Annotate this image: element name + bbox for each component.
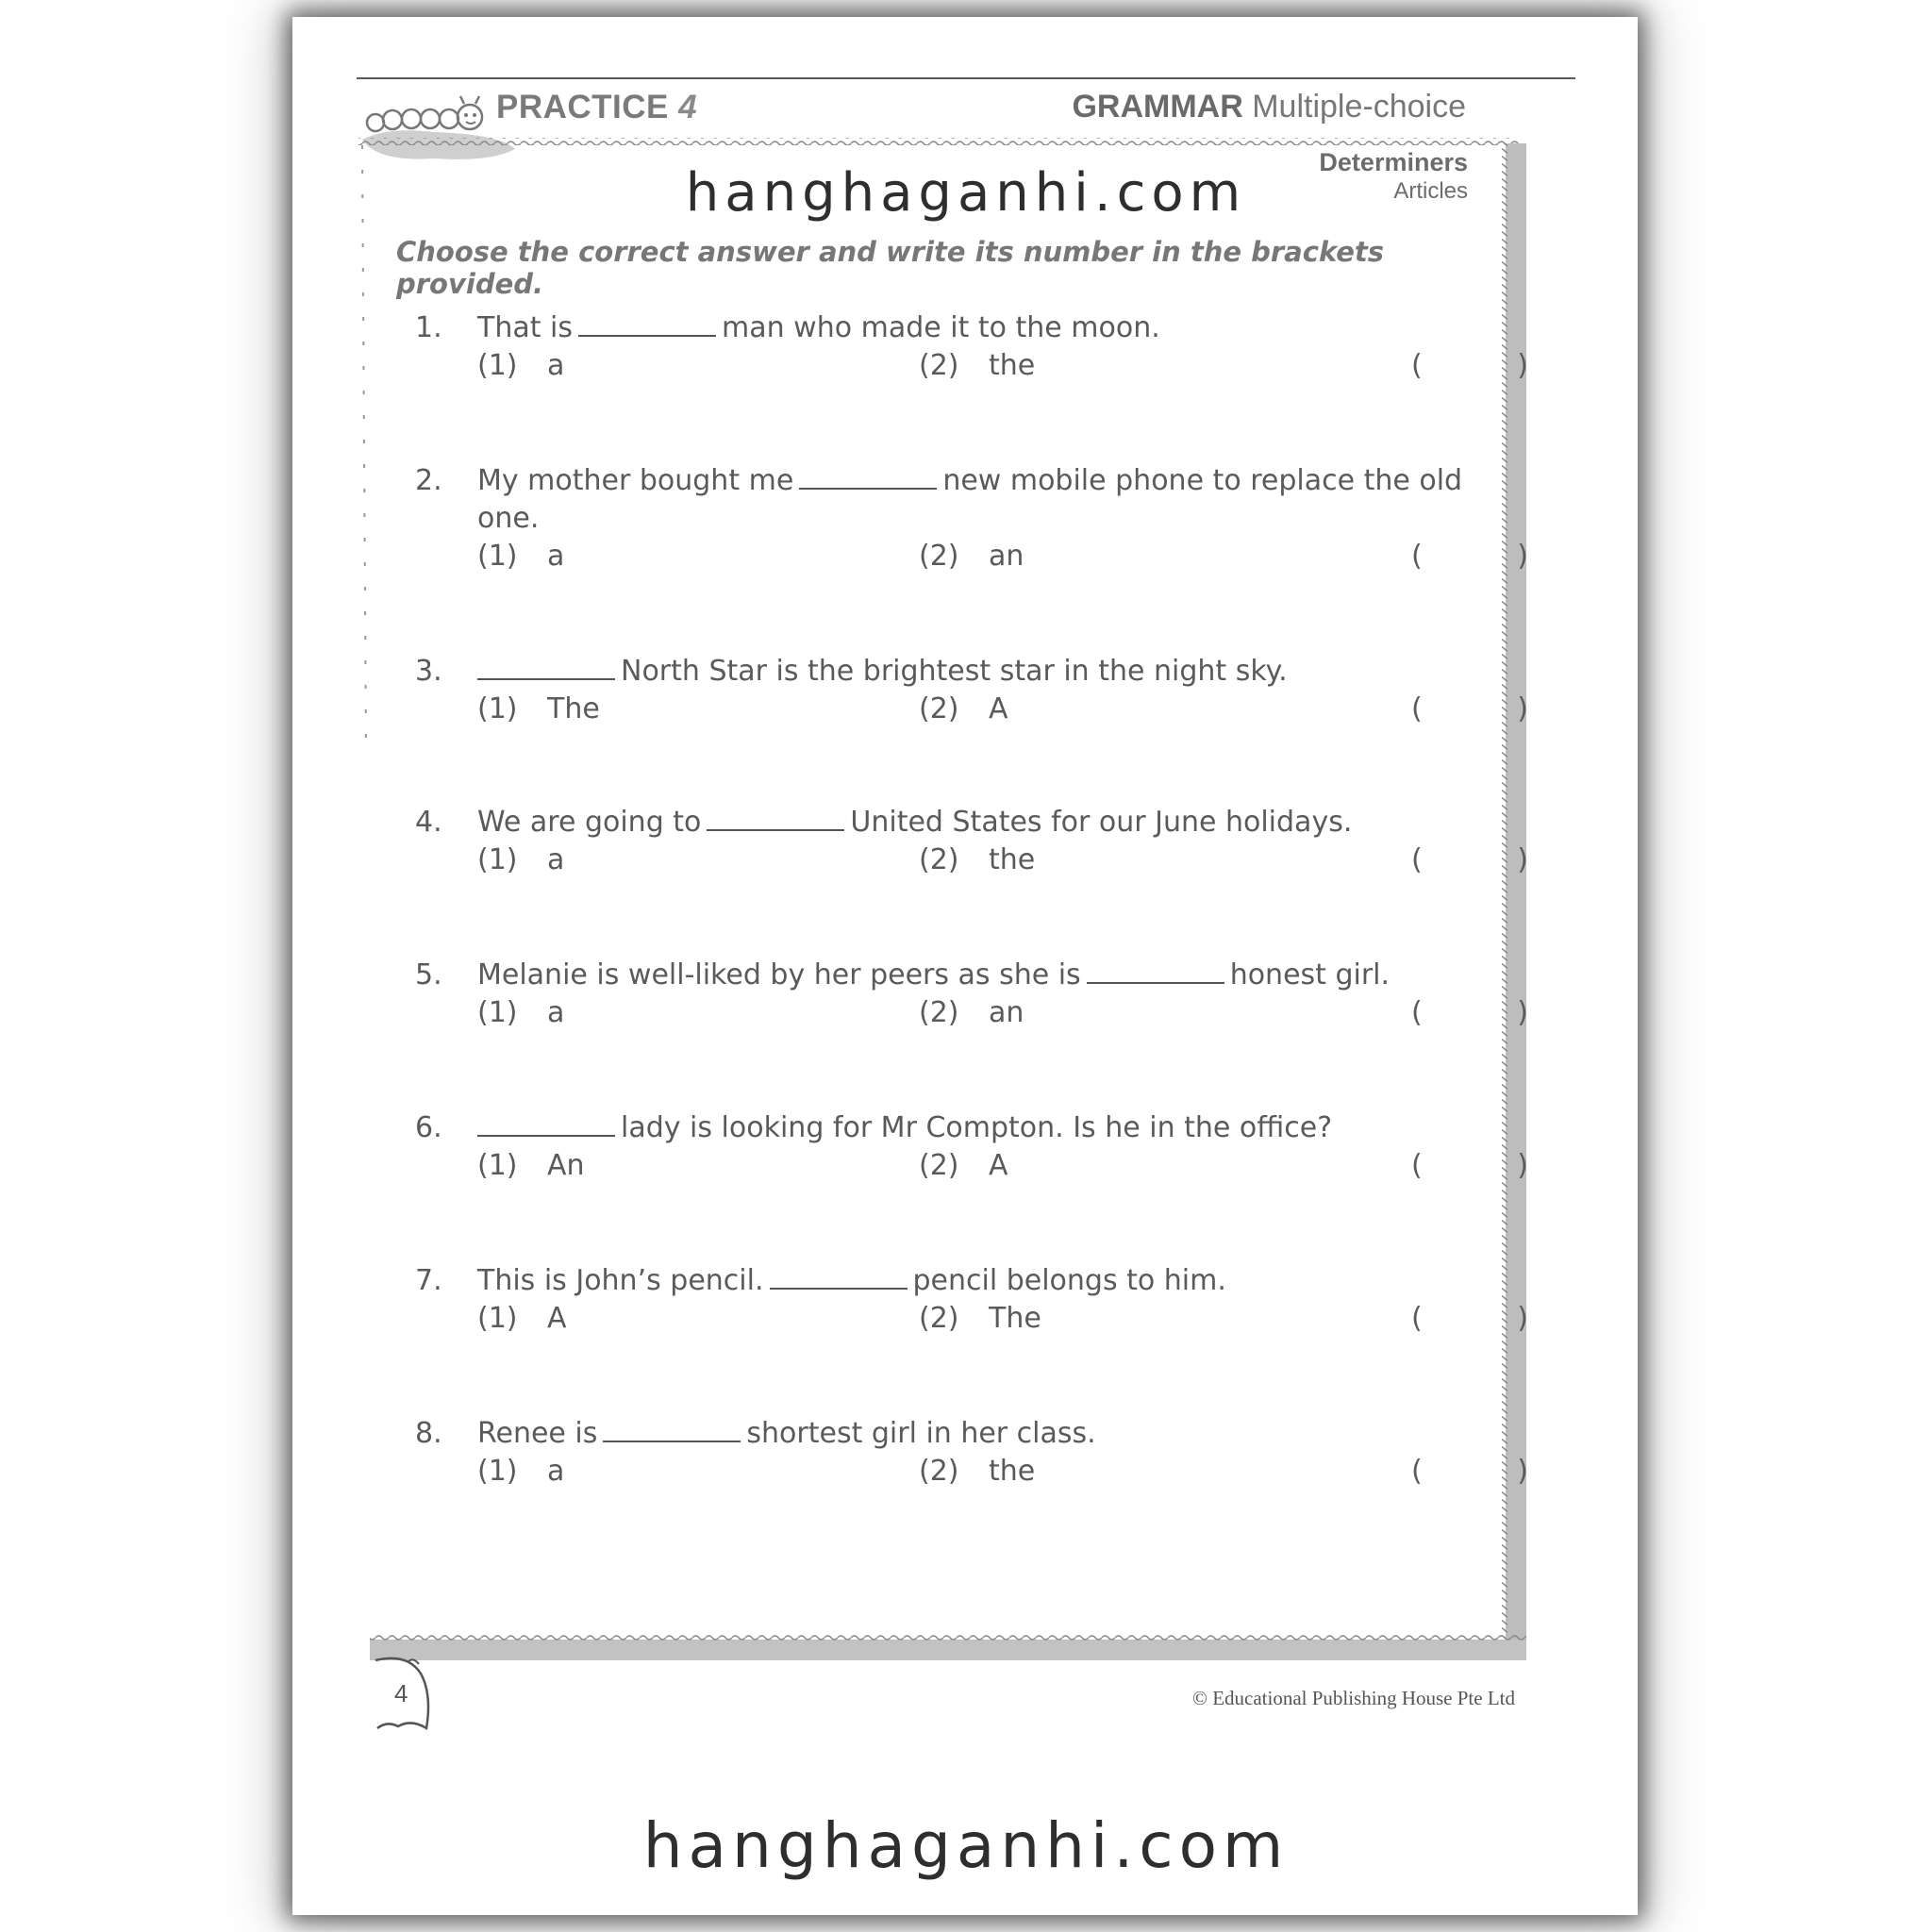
practice-title: PRACTICE 4 (496, 89, 698, 125)
section-title: GRAMMAR Multiple-choice (1072, 89, 1466, 125)
copyright-text: © Educational Publishing House Pte Ltd (1191, 1687, 1515, 1709)
question-5: 5. Melanie is well-liked by her peers as she is honest girl. (1) a (2) an ( ) (415, 958, 1528, 1029)
question-2: 2. My mother bought me new mobile phone to replace the old one. (1) a (2) an ( ) (415, 464, 1528, 573)
question-3: 3. North Star is the brightest star in the night sky. (1) The (2) A ( ) (415, 655, 1528, 725)
instruction-text: Choose the correct answer and write its number in the brackets provided. (396, 236, 1384, 300)
question-7: 7. This is John’s pencil. pencil belongs to him. (1) A (2) The ( ) (415, 1264, 1528, 1335)
answer-blank (1087, 958, 1224, 984)
question-4: 4. We are going to United States for our June holidays. (1) a (2) the ( ) (415, 806, 1528, 876)
answer-blank (578, 310, 716, 337)
header-rule (357, 77, 1575, 79)
answer-blank (477, 654, 615, 680)
answer-blank (477, 1110, 615, 1137)
question-1: 1. That is man who made it to the moon. (1) a (2) the ( ) (415, 311, 1528, 382)
page-number: 4 (394, 1679, 408, 1707)
watermark-bottom: hanghaganhi.com (642, 1809, 1290, 1882)
answer-blank (770, 1263, 908, 1290)
topic-label: Determiners Articles (1319, 148, 1468, 204)
question-6: 6. lady is looking for Mr Compton. Is he in the office? (1) An (2) A ( ) (415, 1111, 1528, 1182)
watermark-top: hanghaganhi.com (685, 162, 1247, 224)
answer-blank (707, 805, 844, 831)
question-8: 8. Renee is shortest girl in her class. (1) a (2) the ( ) (415, 1417, 1528, 1488)
answer-blank (799, 463, 937, 490)
answer-blank (603, 1416, 741, 1442)
page-number-leaf-icon (370, 1653, 455, 1738)
